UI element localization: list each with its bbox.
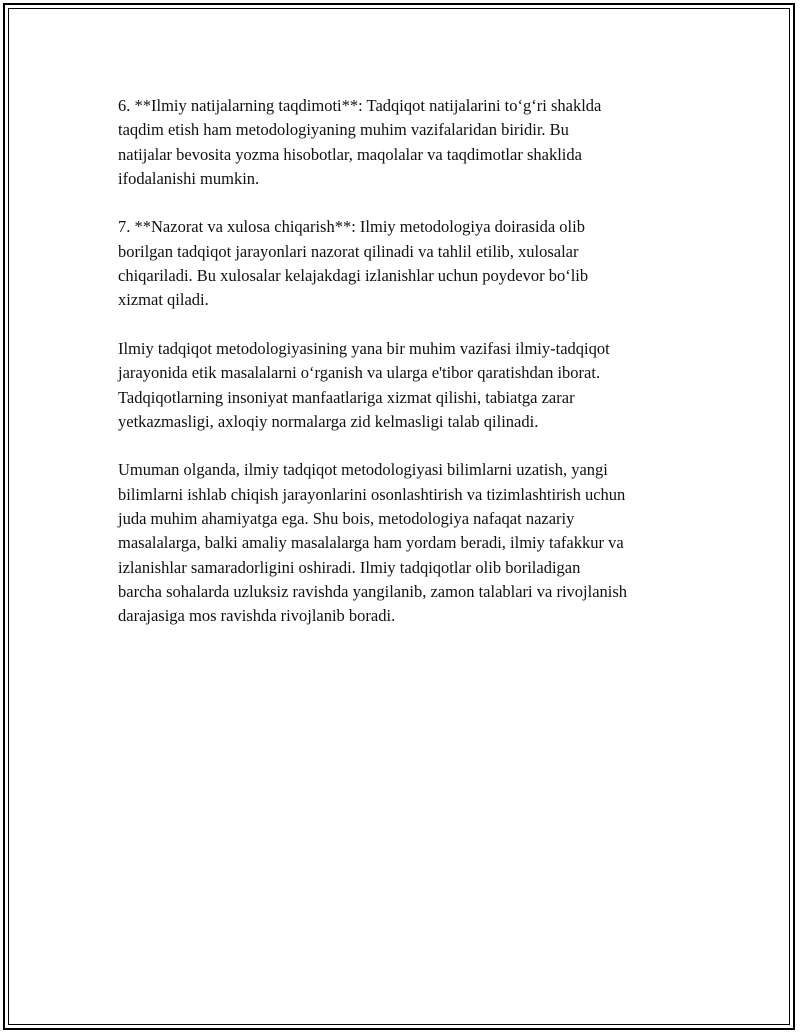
paragraph-summary <box>118 458 693 628</box>
text-line: Umuman olganda, ilmiy tadqiqot metodologiyasi bilimlarni uzatish, yangi <box>118 460 608 480</box>
text-line: yetkazmasligi, axloqiy normalarga zid kelmasligi talab qilinadi. <box>118 411 539 431</box>
text-line: 6. **Ilmiy natijalarning taqdimoti**: Tadqiqot natijalarini to‘g‘ri shaklda <box>118 96 602 115</box>
text-line: bilimlarni ishlab chiqish jarayonlarini osonlashtirish va tizimlashtirish uchun <box>118 484 626 504</box>
text-line: izlanishlar samaradorligini oshiradi. Ilmiy tadqiqotlar olib boriladigan <box>118 557 581 577</box>
text-line: xizmat qiladi. <box>118 290 209 310</box>
text-line: masalalarga, balki amaliy masalalarga ham yordam beradi, ilmiy tafakkur va <box>118 533 624 553</box>
text-line: barcha sohalarda uzluksiz ravishda yangilanib, zamon talablari va rivojlanish <box>118 581 628 601</box>
text-line: 7. **Nazorat va xulosa chiqarish**: Ilmiy metodologiya doirasida olib <box>118 217 585 237</box>
paragraph-control-conclusion <box>118 215 693 312</box>
text-line: ifodalanishi mumkin. <box>118 168 260 188</box>
text-line: taqdim etish ham metodologiyaning muhim vazifalaridan biridir. Bu <box>118 120 569 140</box>
text-line: chiqariladi. Bu xulosalar kelajakdagi izlanishlar uchun poydevor bo‘lib <box>118 266 589 286</box>
paragraph-ethics <box>118 337 693 434</box>
text-line: Ilmiy tadqiqot metodologiyasining yana bir muhim vazifasi ilmiy-tadqiqot <box>118 338 610 358</box>
text-line: Tadqiqotlarning insoniyat manfaatlariga xizmat qilishi, tabiatga zarar <box>118 387 575 407</box>
text-line: juda muhim ahamiyatga ega. Shu bois, metodologiya nafaqat nazariy <box>118 509 575 529</box>
text-line: natijalar bevosita yozma hisobotlar, maqolalar va taqdimotlar shaklida <box>118 144 582 164</box>
document-body <box>118 94 693 653</box>
paragraph-results-presentation <box>118 94 693 191</box>
text-line: darajasiga mos ravishda rivojlanib boradi. <box>118 606 396 626</box>
text-line: borilgan tadqiqot jarayonlari nazorat qilinadi va tahlil etilib, xulosalar <box>118 241 579 261</box>
text-line: jarayonida etik masalalarni o‘rganish va ularga e'tibor qaratishdan iborat. <box>118 363 601 383</box>
